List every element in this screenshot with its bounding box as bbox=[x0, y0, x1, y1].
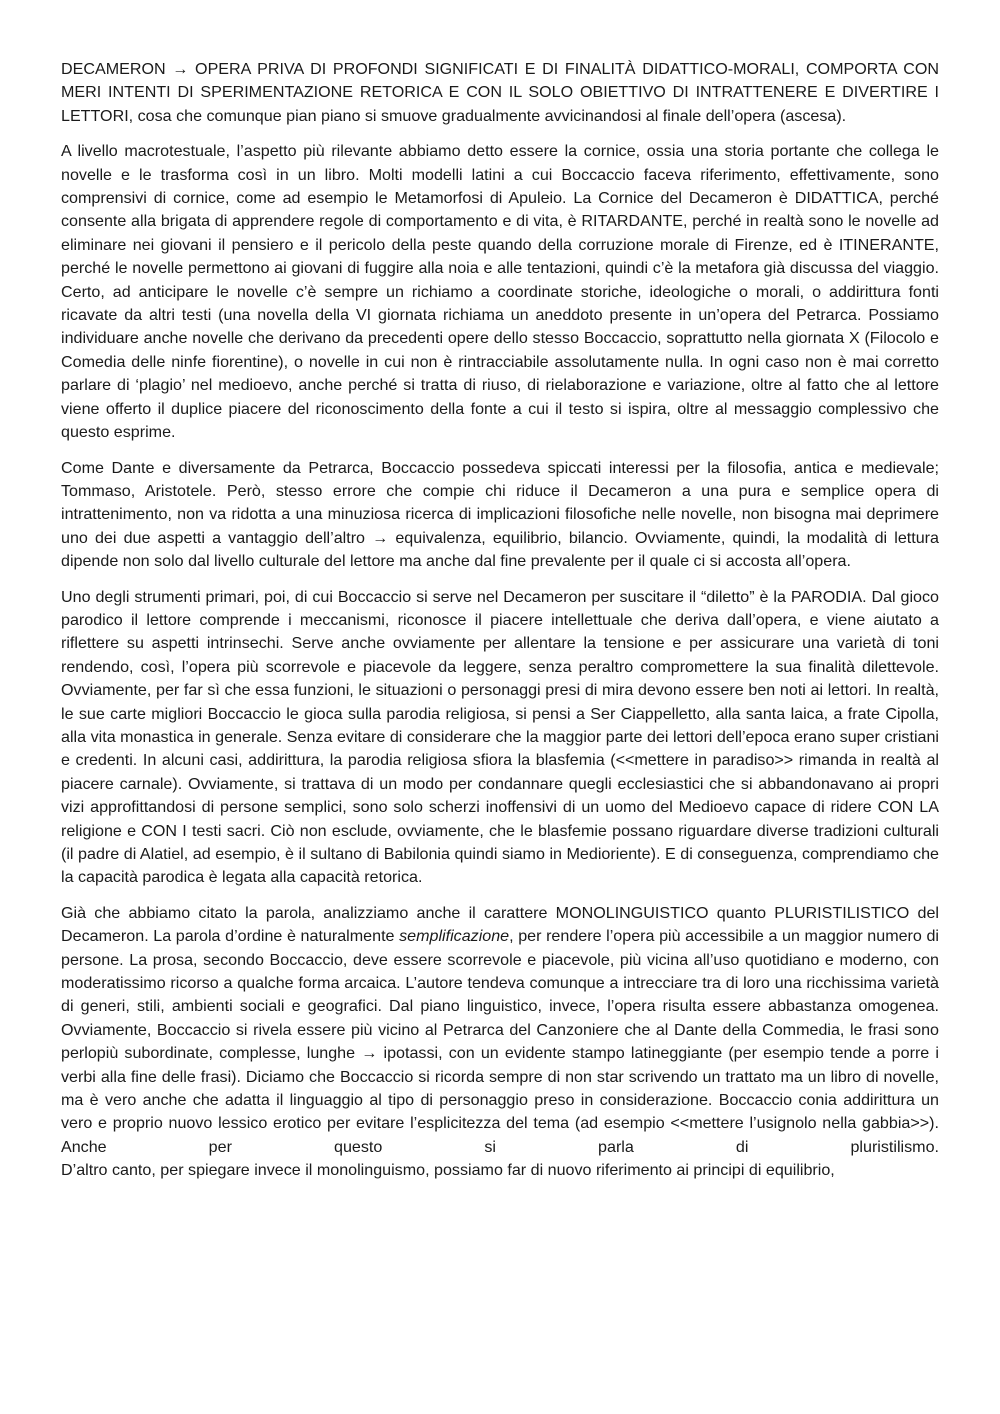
paragraph-intro: DECAMERON → OPERA PRIVA DI PROFONDI SIGNIFICATI E DI FINALITÀ DIDATTICO-MORALI, COMPORTA CON MERI INTENTI DI SPERIMENTAZIONE RETORICA E CON IL SOLO OBIETTIVO DI INTRATTENERE E DIVERTIRE I LETTORI, cosa che comunque pian piano si smuove gradualmente avvicinandosi al finale dell’opera (ascesa). bbox=[61, 60, 939, 125]
paragraph-monolinguismo bbox=[61, 902, 939, 1159]
document-page bbox=[61, 58, 939, 1195]
emphasis-semplificazione: semplificazione bbox=[399, 927, 510, 946]
paragraph-cornice: A livello macrotestuale, l’aspetto più rilevante abbiamo detto essere la cornice, ossia una storia portante che collega le novelle e le trasforma così in un libro. Molti modelli latini a cui Boccaccio faceva riferimento, effettivamente, sono comprensivi di cornice, come ad esempio le Metamorfosi di Apuleio. La Cornice del Decameron è DIDATTICA, perché consente alla brigata di apprendere regole di comportamento e di vita, è RITARDANTE, perché in realtà sono le novelle ad eliminare nei giovani il pensiero e il pericolo della peste quando della corruzione morale di Firenze, ed è ITINERANTE, perché le novelle permettono ai giovani di fuggire alla noia e alle tentazioni, quindi c’è la metafora già discussa del viaggio. Certo, ad anticipare le novelle c’è sempre un richiamo a coordinate storiche, ideologiche o morali, o addirittura fonti ricavate da altri testi (una novella della VI giornata richiama un aneddoto presente in un’opera del Petrarca. Possiamo individuare anche novelle che derivano da precedenti opere dello stesso Boccaccio, soprattutto nella giornata X (Filocolo e Comedia delle ninfe fiorentine), o novelle in cui non è rintracciabile assolutamente nulla. In ogni caso non è mai corretto parlare di ‘plagio’ nel medioevo, anche perché si tratta di riuso, di rielaborazione e variazione, oltre al fatto che al lettore viene offerto il duplice piacere del riconoscimento della fonte a cui il testo si ispira, oltre al messaggio complessivo che questo esprime. bbox=[61, 142, 939, 442]
paragraph-monolinguismo-text-after: , per rendere l’opera più accessibile a un maggior numero di persone. La prosa, secondo Boccaccio, deve essere scorrevole e piacevole, più vicina all’uso quotidiano e moderno, con moderatissimo ricorso a qualche forma arcaica. L’autore tendeva comunque a intrecciare tra di loro una ricchissima varietà di generi, stili, ambienti sociali e geografici. Dal piano linguistico, invece, l’opera risulta essere abbastanza omogenea. Ovviamente, Boccaccio si rivela essere più vicino al Petrarca del Canzoniere che al Dante della Commedia, le frasi sono perlopiù subordinate, complesse, lunghe → ipotassi, con un evidente stampo latineggiante (per esempio tende a porre i verbi alla fine delle frasi). Diciamo che Boccaccio si ricorda sempre di non star scrivendo un trattato ma un libro di novelle, ma è vero anche che adatta il linguaggio al tipo di personaggio preso in considerazione. Boccaccio conia addirittura un vero e proprio nuovo lessico erotico per evitare l’esplicitezza del tema (ad esempio <<mettere l’usignolo nella gabbia>>). Anche per questo si parla di pluristilismo. bbox=[61, 927, 939, 1156]
paragraph-monolinguismo-continued: D’altro canto, per spiegare invece il monolinguismo, possiamo far di nuovo riferimento ai principi di equilibrio, bbox=[61, 1161, 835, 1180]
paragraph-monolinguismo-text-before: Già che abbiamo citato la parola, analizziamo anche il carattere MONOLINGUISTICO quanto PLURISTILISTICO del Decameron. La parola d’ordine è naturalmente bbox=[61, 903, 939, 946]
paragraph-filosofia: Come Dante e diversamente da Petrarca, Boccaccio possedeva spiccati interessi per la filosofia, antica e medievale; Tommaso, Aristotele. Però, stesso errore che compie chi riduce il Decameron a una pura e semplice opera di intrattenimento, non va ridotta a una minuziosa ricerca di implicazioni filosofiche nelle novelle, non bisogna mai deprimere uno dei due aspetti a vantaggio dell’altro → equivalenza, equilibrio, bilancio. Ovviamente, quindi, la modalità di lettura dipende non solo dal livello culturale del lettore ma anche dal fine prevalente per il quale ci si accosta all’opera. bbox=[61, 458, 939, 571]
paragraph-parodia: Uno degli strumenti primari, poi, di cui Boccaccio si serve nel Decameron per suscitare il “diletto” è la PARODIA. Dal gioco parodico il lettore comprende i meccanismi, riconosce il piacere intellettuale che deriva dall’opera, e viene aiutato a riflettere su aspetti intrinsechi. Serve anche ovviamente per allentare la tensione e per assicurare una varietà di toni rendendo, così, l’opera più scorrevole e piacevole da leggere, senza peraltro compromettere la sua finalità dilettevole. Ovviamente, per far sì che essa funzioni, le situazioni o personaggi presi di mira devono essere ben noti ai lettori. In realtà, le sue carte migliori Boccaccio le gioca sulla parodia religiosa, si pensi a Ser Ciappelletto, alla santa laica, a frate Cipolla, alla vita monastica in generale. Senza evitare di considerare che la maggior parte dei lettori dell’epoca erano super cristiani e credenti. In alcuni casi, addirittura, la parodia religiosa sfiora la blasfemia (<<mettere in paradiso>> rimanda in realtà al piacere carnale). Ovviamente, si trattava di un modo per condannare quegli ecclesiastici che si abbandonavano ai propri vizi approfittandosi di persone semplici, sono solo scherzi inoffensivi di un uomo del Medioevo capace di ridere CON LA religione e CON I testi sacri. Ciò non esclude, ovviamente, che le blasfemie possano riguardare diverse tradizioni culturali (il padre di Alatiel, ad esempio, è il sultano di Babilonia quindi siamo in Medioriente). E di conseguenza, comprendiamo che la capacità parodica è legata alla capacità retorica. bbox=[61, 587, 939, 887]
